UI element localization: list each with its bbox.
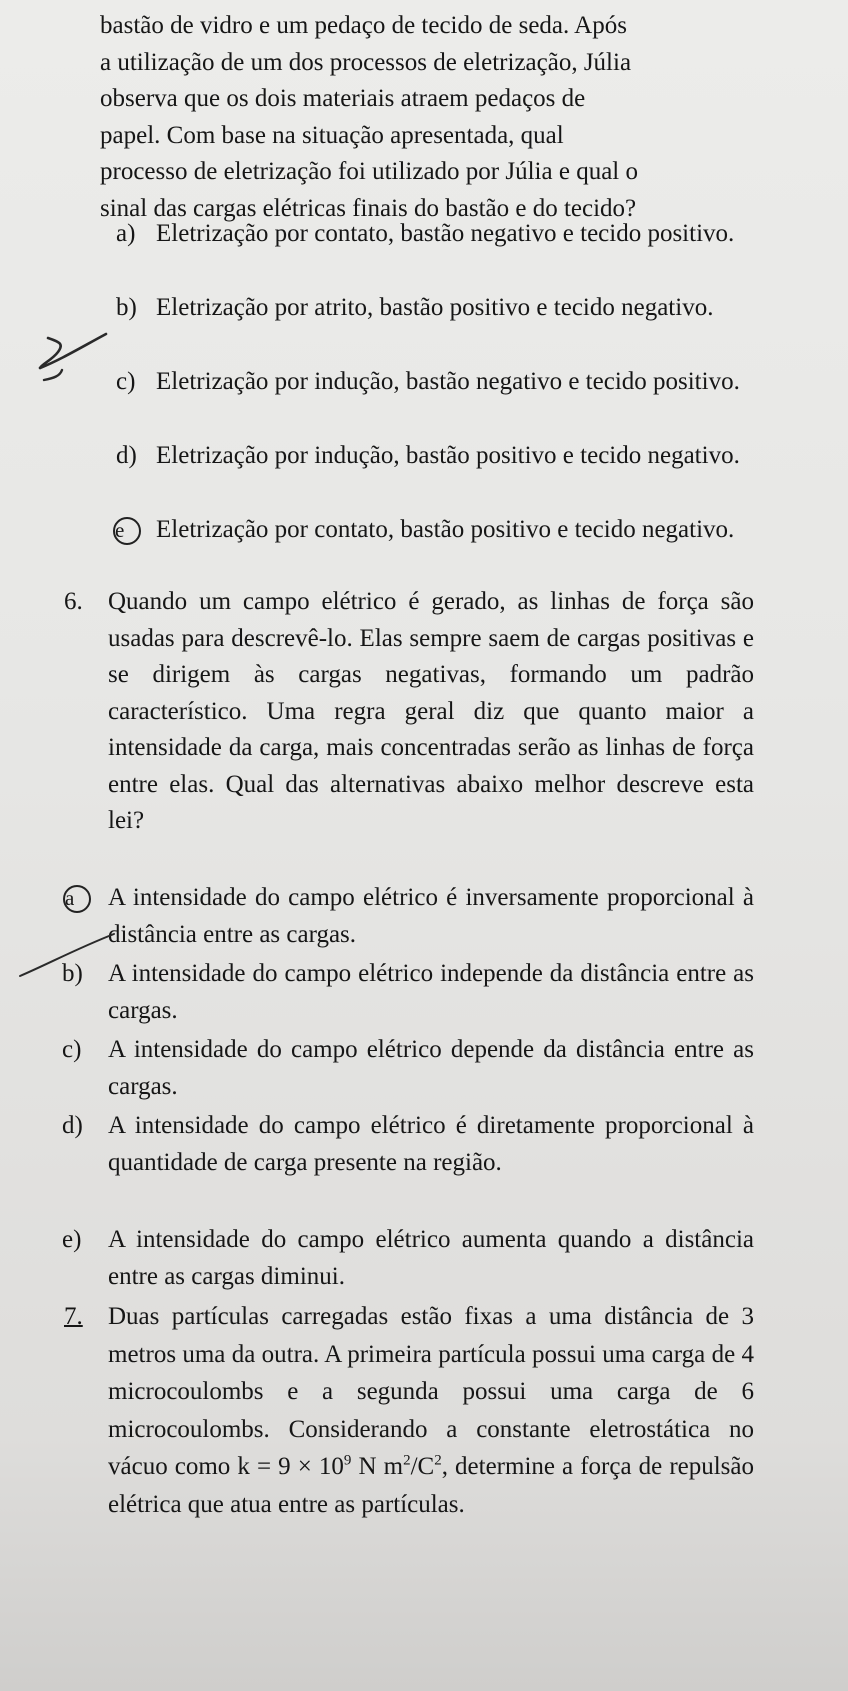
option-text: Eletrização por indução, bastão negativo e tecido positivo. <box>156 368 740 395</box>
formula-unit: N <box>351 1453 377 1480</box>
q5-intro-line: observa que os dois materiais atraem pedaços de <box>100 85 586 112</box>
unit-exponent: 2 <box>434 1452 442 1469</box>
option-text: A intensidade do campo elétrico aumenta quando a distância entre as cargas diminui. <box>108 1226 754 1290</box>
formula-k: k = 9 × 10 <box>237 1453 344 1480</box>
q5-option-d[interactable] <box>116 438 756 475</box>
q6-option-e[interactable] <box>62 1222 754 1295</box>
q6-option-d[interactable] <box>62 1108 754 1181</box>
circled-answer-mark: e <box>113 517 141 545</box>
option-label: c) <box>116 368 136 395</box>
unit-exponent: 2 <box>403 1452 411 1469</box>
option-label: d) <box>62 1112 83 1139</box>
option-label: e) <box>62 1226 82 1253</box>
option-text: A intensidade do campo elétrico independe da distância entre as cargas. <box>108 960 754 1024</box>
option-label <box>116 512 141 549</box>
option-text: A intensidade do campo elétrico depende da distância entre as cargas. <box>108 1036 754 1100</box>
q6-option-c[interactable] <box>62 1032 754 1105</box>
option-label: a) <box>116 220 136 247</box>
q5-option-a[interactable] <box>116 216 756 253</box>
question-number: 7. <box>64 1303 83 1330</box>
question-number: 6. <box>64 588 83 615</box>
option-label: d) <box>116 442 137 469</box>
q5-option-e[interactable] <box>115 512 756 549</box>
option-text: A intensidade do campo elétrico é diretamente proporcional à quantidade de carga presente na região. <box>108 1112 754 1176</box>
q5-intro-line: a utilização de um dos processos de eletrização, Júlia <box>100 48 632 76</box>
option-text: Eletrização por contato, bastão positivo e tecido negativo. <box>156 516 735 543</box>
q7-stem <box>64 1298 755 1523</box>
q5-intro-line: papel. Com base na situação apresentada, qual <box>100 121 564 149</box>
q6-option-a[interactable] <box>65 880 754 953</box>
option-text: Eletrização por contato, bastão negativo e tecido positivo. <box>156 220 735 247</box>
option-label: c) <box>62 1036 82 1063</box>
circled-answer-mark: a <box>63 885 91 913</box>
option-text: Eletrização por atrito, bastão positivo e tecido negativo. <box>156 294 714 321</box>
option-label: b) <box>116 294 137 321</box>
handwritten-check-mark <box>20 330 110 410</box>
question-text: Quando um campo elétrico é gerado, as linhas de força são usadas para descrevê-lo. Elas sempre saem de cargas positivas e se dirigem às cargas negativas, formando um padrão característico. Uma regra geral diz que quanto maior a intensidade da carga, mais concentradas serão as linhas de força entre elas. Qual das alternativas abaixo melhor descreve esta lei? <box>108 588 754 834</box>
option-text: Eletrização por indução, bastão positivo e tecido negativo. <box>156 442 740 469</box>
q5-option-c[interactable] <box>116 364 756 401</box>
q6-stem <box>64 584 754 840</box>
formula-exponent: 9 <box>343 1452 352 1469</box>
option-label: b) <box>62 960 83 987</box>
unit-m: m <box>383 1453 404 1480</box>
q5-option-b[interactable] <box>116 290 756 327</box>
question-text: Duas partículas carregadas estão fixas a uma distância de 3 metros uma da outra. A primeira partícula possui uma carga de 4 microcoulombs e a segunda possui uma carga de 6 microcoulombs. Considerando a constante eletrostática no vácuo como <box>108 1303 754 1480</box>
q5-intro-line: sinal das cargas elétricas finais do bastão e do tecido? <box>100 194 637 222</box>
q5-intro-line: processo de eletrização foi utilizado por Júlia e qual o <box>100 158 638 185</box>
unit-c: /C <box>410 1453 435 1480</box>
option-text: A intensidade do campo elétrico é inversamente proporcional à distância entre as cargas. <box>108 884 754 948</box>
question-text-end: , determine a força de repulsão elétrica que atua entre as partículas. <box>108 1453 755 1518</box>
q5-intro-line: bastão de vidro e um pedaço de tecido de seda. Após <box>100 12 627 39</box>
q6-option-b[interactable] <box>62 956 754 1029</box>
option-label <box>66 880 91 917</box>
q5-intro <box>100 8 754 227</box>
